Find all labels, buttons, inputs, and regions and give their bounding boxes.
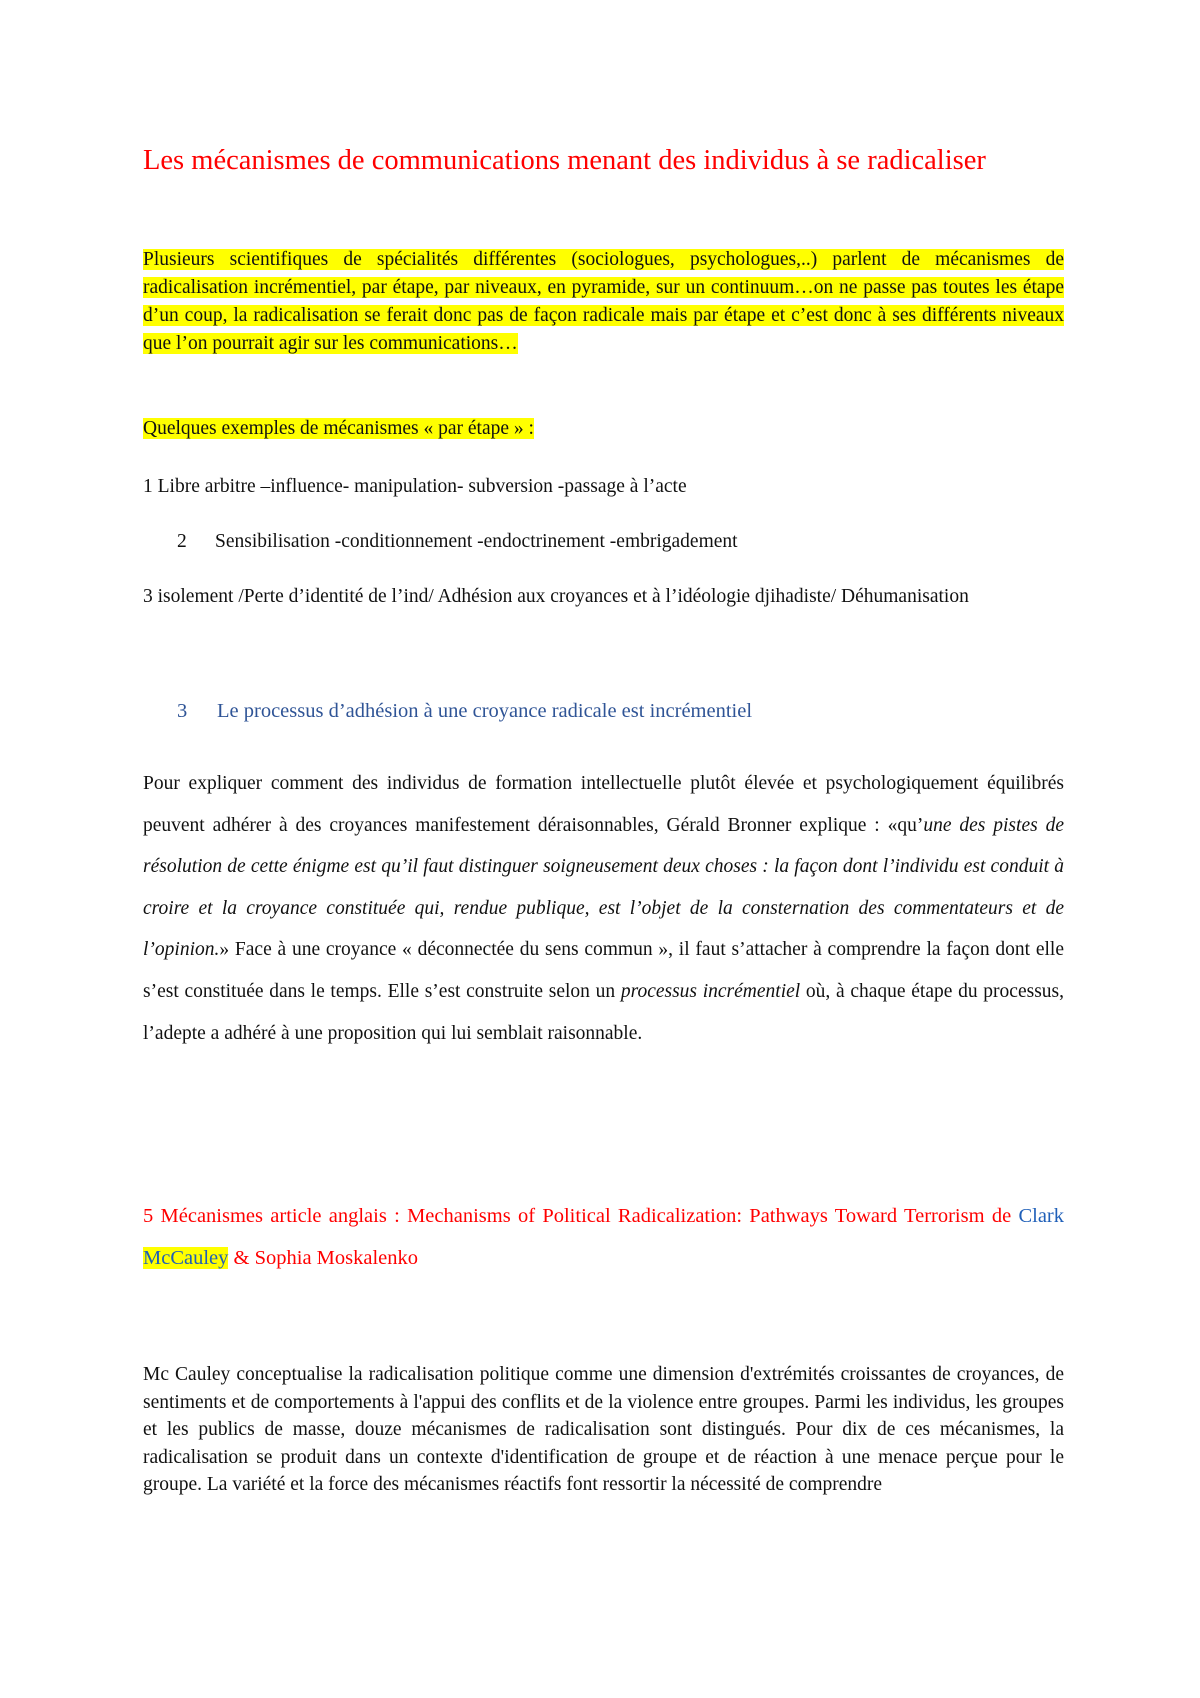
bronner-emphasis: processus incrémentiel bbox=[620, 980, 801, 1002]
document-title: Les mécanismes de communications menant des individus à se radicaliser bbox=[143, 145, 986, 176]
list-item-2-text: Sensibilisation -conditionnement -endoctrinement -embrigadement bbox=[215, 531, 738, 552]
list-item-2-number: 2 bbox=[177, 531, 187, 552]
list-item-2 bbox=[177, 528, 1064, 556]
reference-suffix: & Sophia Moskalenko bbox=[228, 1246, 419, 1269]
bronner-quote: une des pistes de résolution de cette énigme est qu’il faut distinguer soigneusement deux choses : la façon dont l’individu est conduit à croire et la croyance constituée qui, rendue publique, est l’objet de la consternation des commentateurs et de l’opinion. bbox=[143, 814, 1064, 961]
mccauley-paragraph: Mc Cauley conceptualise la radicalisation politique comme une dimension d'extrémités croissantes de croyances, de sentiments et de comportements à l'appui des conflits et de la violence entre groupes. Parmi les individus, les groupes et les publics de masse, douze mécanismes de radicalisation sont distingués. Pour dix de ces mécanismes, la radicalisation se produit dans un contexte d'identification de groupe et de réaction à une menace perçue pour le groupe. La variété et la force des mécanismes réactifs font ressortir la nécessité de comprendre bbox=[143, 1364, 1064, 1496]
subheading-number: 3 bbox=[177, 700, 188, 722]
list-item-3: 3 isolement /Perte d’identité de l’ind/ Adhésion aux croyances et à l’idéologie djihadiste/ Déhumanisation bbox=[143, 586, 969, 607]
bronner-paragraph bbox=[143, 763, 1064, 1054]
list-item-1: 1 Libre arbitre –influence- manipulation- subversion -passage à l’acte bbox=[143, 476, 687, 497]
intro-highlighted-text: Plusieurs scientifiques de spécialités différentes (sociologues, psychologues,..) parlent de mécanismes de radicalisation incrémentiel, par étape, par niveaux, en pyramide, sur un continuum…on ne passe pas toutes les étape d’un coup, la radicalisation se ferait donc pas de façon radicale mais par étape et c’est donc à ses différents niveaux que l’on pourrait agir sur les communications… bbox=[143, 249, 1064, 354]
bronner-continuation: » Face à une croyance « déconnectée du sens commun », il faut s’attacher à comprendre la façon dont elle s’est constituée dans le temps. Elle s’est construite selon un bbox=[143, 939, 1064, 1002]
intro-paragraph bbox=[143, 246, 1064, 358]
reference-mccauley-highlight: McCauley bbox=[143, 1246, 229, 1269]
bronner-intro: Pour expliquer comment des individus de formation intellectuelle plutôt élevée et psychologiquement équilibrés peuvent adhérer à des croyances manifestement déraisonnables, Gérald Bronner explique : «qu’ bbox=[143, 773, 1064, 836]
examples-heading bbox=[143, 415, 1064, 443]
subheading-text: Le processus d’adhésion à une croyance radicale est incrémentiel bbox=[217, 700, 753, 722]
examples-heading-text: Quelques exemples de mécanismes « par étape » : bbox=[143, 418, 534, 439]
reference-clark: Clark bbox=[1018, 1205, 1064, 1227]
reference-prefix: 5 Mécanismes article anglais : Mechanisms of Political Radicalization: Pathways Toward Terrorism de bbox=[143, 1205, 1019, 1227]
bronner-conclusion: où, à chaque étape du processus, l’adepte a adhéré à une proposition qui lui semblait raisonnable. bbox=[143, 980, 1064, 1044]
article-reference bbox=[143, 1196, 1064, 1279]
section-subheading bbox=[177, 697, 752, 725]
